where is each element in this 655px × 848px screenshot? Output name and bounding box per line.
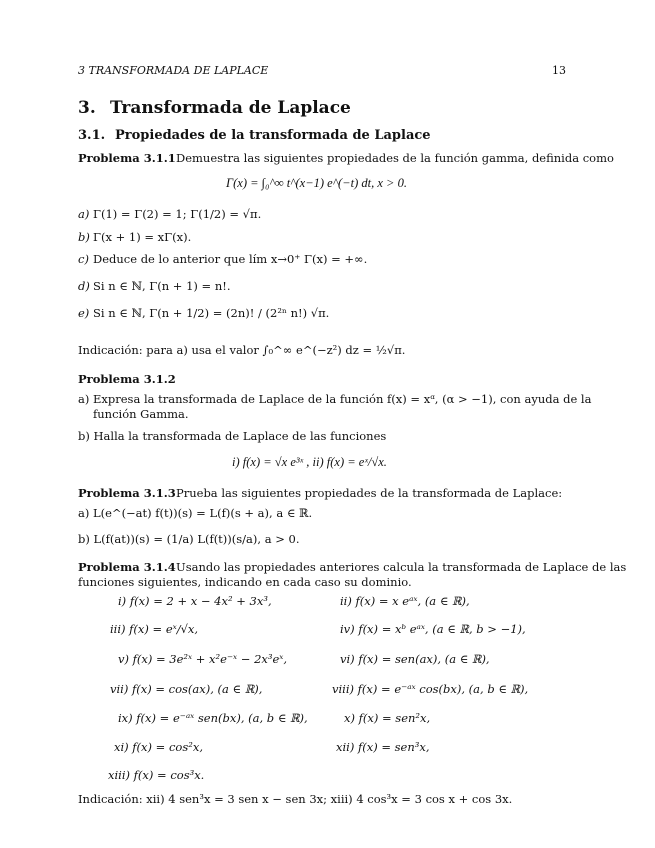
problem-3-1-4-intro-line1: Usando las propiedades anteriores calcula la transformada de Laplace de las — [176, 560, 627, 574]
problem-3-1-1-hint: Indicación: para a) usa el valor ∫₀^∞ e^(−z²) dz = ½√π. — [78, 343, 406, 357]
item-text: Si n ∈ ℕ, Γ(n + 1) = n!. — [93, 279, 231, 293]
function-item: xii) f(x) = sen³x, — [336, 740, 430, 754]
function-item: ix) f(x) = e⁻ᵃˣ sen(bx), (a, b ∈ ℝ), — [118, 711, 308, 725]
item-marker: e) — [78, 306, 90, 320]
problem-3-1-1-label: Problema 3.1.1 — [78, 151, 176, 165]
function-item: v) f(x) = 3e²ˣ + x²e⁻ˣ − 2x³eˣ, — [118, 652, 288, 666]
item-text: Deduce de lo anterior que lím x→0⁺ Γ(x) = +∞. — [93, 252, 368, 266]
problem-3-1-4-label: Problema 3.1.4 — [78, 560, 176, 574]
function-item: xi) f(x) = cos²x, — [114, 740, 203, 754]
item-marker: b) — [78, 230, 90, 244]
subsection-title: Propiedades de la transformada de Laplace — [115, 128, 431, 143]
item-text: Si n ∈ ℕ, Γ(n + 1/2) = (2n)! / (2²ⁿ n!) √π. — [93, 306, 330, 320]
problem-3-1-2-a-line1: a) Expresa la transformada de Laplace de la función f(x) = xᵅ, (α > −1), con ayuda de la — [78, 392, 592, 406]
function-item: viii) f(x) = e⁻ᵃˣ cos(bx), (a, b ∈ ℝ), — [332, 682, 529, 696]
gamma-definition: Γ(x) = ∫₀^∞ t^(x−1) e^(−t) dt, x > 0. — [226, 176, 407, 190]
section-number: 3. — [78, 98, 96, 118]
section-title: Transformada de Laplace — [110, 98, 351, 118]
running-header-chapter: 3 TRANSFORMADA DE LAPLACE — [78, 64, 269, 77]
subsection-number: 3.1. — [78, 128, 106, 143]
page-number: 13 — [552, 64, 566, 77]
function-item: x) f(x) = sen²x, — [344, 711, 431, 725]
problem-3-1-1-intro: Demuestra las siguientes propiedades de la función gamma, definida como — [176, 151, 614, 165]
problem-3-1-3-intro: Prueba las siguientes propiedades de la transformada de Laplace: — [176, 486, 563, 500]
problem-3-1-3-a: a) L(e^(−at) f(t))(s) = L(f)(s + a), a ∈ ℝ. — [78, 506, 313, 520]
function-item: xiii) f(x) = cos³x. — [108, 768, 205, 782]
problem-3-1-2-a-line2: función Gamma. — [93, 407, 189, 421]
function-item: vi) f(x) = sen(ax), (a ∈ ℝ), — [340, 652, 490, 666]
problem-3-1-2-b: b) Halla la transformada de Laplace de las funciones — [78, 429, 387, 443]
problem-3-1-3-label: Problema 3.1.3 — [78, 486, 176, 500]
function-item: ii) f(x) = x eᵃˣ, (a ∈ ℝ), — [340, 594, 470, 608]
function-item: i) f(x) = 2 + x − 4x² + 3x³, — [118, 594, 272, 608]
item-text: Γ(1) = Γ(2) = 1; Γ(1/2) = √π. — [93, 207, 262, 221]
item-text: Γ(x + 1) = xΓ(x). — [93, 230, 192, 244]
problem-3-1-2-functions: i) f(x) = √x e³ˣ , ii) f(x) = eˣ/√x. — [232, 455, 387, 469]
problem-3-1-2-label: Problema 3.1.2 — [78, 372, 176, 386]
problem-3-1-4-hint: Indicación: xii) 4 sen³x = 3 sen x − sen 3x; xiii) 4 cos³x = 3 cos x + cos 3x. — [78, 792, 513, 806]
function-item: iii) f(x) = eˣ/√x, — [110, 622, 199, 636]
function-item: iv) f(x) = xᵇ eᵃˣ, (a ∈ ℝ, b > −1), — [340, 622, 526, 636]
item-marker: c) — [78, 252, 89, 266]
function-item: vii) f(x) = cos(ax), (a ∈ ℝ), — [110, 682, 263, 696]
problem-3-1-4-intro-line2: funciones siguientes, indicando en cada caso su dominio. — [78, 575, 412, 589]
item-marker: d) — [78, 279, 90, 293]
item-marker: a) — [78, 207, 90, 221]
problem-3-1-3-b: b) L(f(at))(s) = (1/a) L(f(t))(s/a), a > 0. — [78, 532, 300, 546]
